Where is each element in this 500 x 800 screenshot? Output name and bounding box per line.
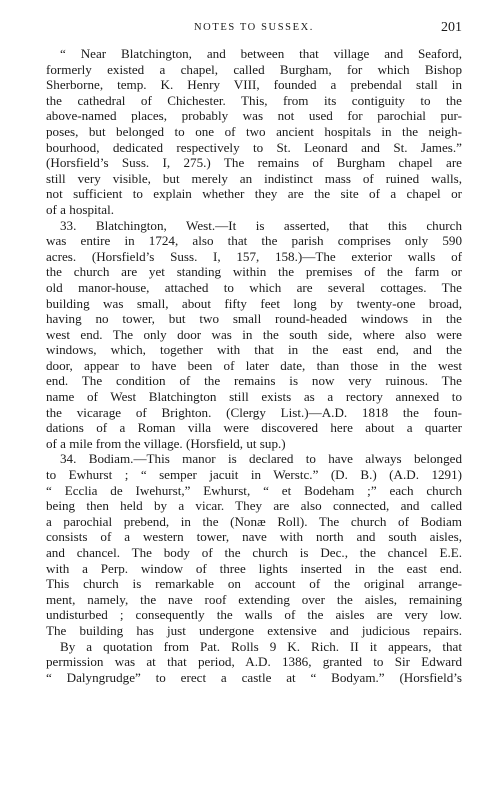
text-line: of a hospital.	[46, 201, 115, 217]
text-line: to Ewhurst ; “ semper jacuit in Werstc.” (D. B.) (A.D. 1291)	[46, 467, 462, 483]
text-line: dations of a Roman villa were discovered here about a quarter	[46, 420, 462, 436]
text-line: west end. The only door was in the south side, where also were	[46, 326, 462, 342]
text-line: of a mile from the village. (Horsfield, ut sup.)	[46, 435, 286, 451]
text-line: “ Near Blatchington, and between that village and Seaford,	[60, 46, 462, 61]
text-line: ment, namely, the nave roof extending over the aisles, remaining	[46, 591, 462, 607]
text-line: door, appear to have been of later date, than those in the west	[46, 357, 462, 373]
text-line: “ Ecclia de Iwehurst,” Ewhurst, “ et Bodeham ;” each church	[46, 482, 462, 498]
text-line: “ Dalyngrudge” to erect a castle at “ Bodyam.” (Horsfield’s	[46, 669, 462, 685]
text-line: windows, which, together with that in the east end, and the	[46, 342, 462, 358]
text-line: acres. (Horsfield’s Suss. I, 157, 158.)—The exterior walls of	[46, 248, 462, 264]
body-text	[46, 46, 462, 685]
text-line: still very visible, but merely an indistinct mass of ruined walls,	[46, 170, 462, 186]
text-line: having no tower, but two small round-headed windows in the	[46, 311, 462, 327]
text-line: not sufficient to explain whether they are the site of a chapel or	[46, 186, 462, 202]
text-line: building was small, about fifty feet long by twenty-one broad,	[46, 295, 462, 311]
text-line: the cathedral of Chichester. This, from its contiguity to the	[46, 92, 462, 108]
text-line: formerly existed a chapel, called Burgham, for which Bishop	[46, 61, 462, 77]
text-line: was entire in 1724, also that the parish comprises only 590	[46, 233, 462, 249]
text-line: a parochial prebend, in the (Nonæ Roll). The church of Bodiam	[46, 513, 462, 529]
text-line: with a Perp. window of three lights inserted in the east end.	[46, 560, 462, 576]
text-line: 33. Blatchington, West.—It is asserted, that this church	[60, 217, 462, 233]
text-line: the vicarage of Brighton. (Clergy List.)—A.D. 1818 the foun-	[46, 404, 462, 420]
text-line: poses, but belonged to one of two ancient hospitals in the neigh-	[46, 123, 462, 139]
running-title: NOTES TO SUSSEX.	[193, 22, 315, 33]
book-page	[46, 20, 462, 685]
text-line: The building has just undergone extensive and judicious repairs.	[46, 622, 462, 638]
text-line: being then held by a vicar. They are also connected, and called	[46, 498, 462, 514]
text-line: name of West Blatchington still exists as a rectory annexed to	[46, 389, 462, 405]
text-line: the church are yet standing within the premises of the farm or	[46, 264, 462, 280]
text-line: consists of a western tower, nave with north and south aisles,	[46, 529, 462, 545]
text-line: 34. Bodiam.—This manor is declared to have always belonged	[60, 451, 462, 467]
text-line: and chancel. The body of the church is Dec., the chancel E.E.	[46, 545, 462, 560]
page-number: 201	[441, 20, 462, 35]
running-head	[46, 20, 462, 38]
text-line: bourhood, dedicated respectively to St. Leonard and St. James.”	[46, 139, 462, 155]
text-line: By a quotation from Pat. Rolls 9 K. Rich. II it appears, that	[60, 638, 462, 654]
text-line: above-named places, probably was not used for parochial pur-	[46, 108, 462, 124]
text-line: end. The condition of the remains is now very ruinous. The	[46, 373, 462, 389]
text-line: This church is remarkable on account of the original arrange-	[46, 576, 462, 592]
text-line: (Horsfield’s Suss. I, 275.) The remains of Burgham chapel are	[46, 155, 462, 171]
text-line: permission was at that period, A.D. 1386, granted to Sir Edward	[46, 654, 462, 670]
text-line: Sherborne, temp. K. Henry VIII, founded a prebendal stall in	[46, 77, 462, 93]
text-line: old manor-house, attached to which are several cottages. The	[46, 279, 462, 295]
text-line: undisturbed ; consequently the walls of the aisles are very low.	[46, 607, 462, 623]
